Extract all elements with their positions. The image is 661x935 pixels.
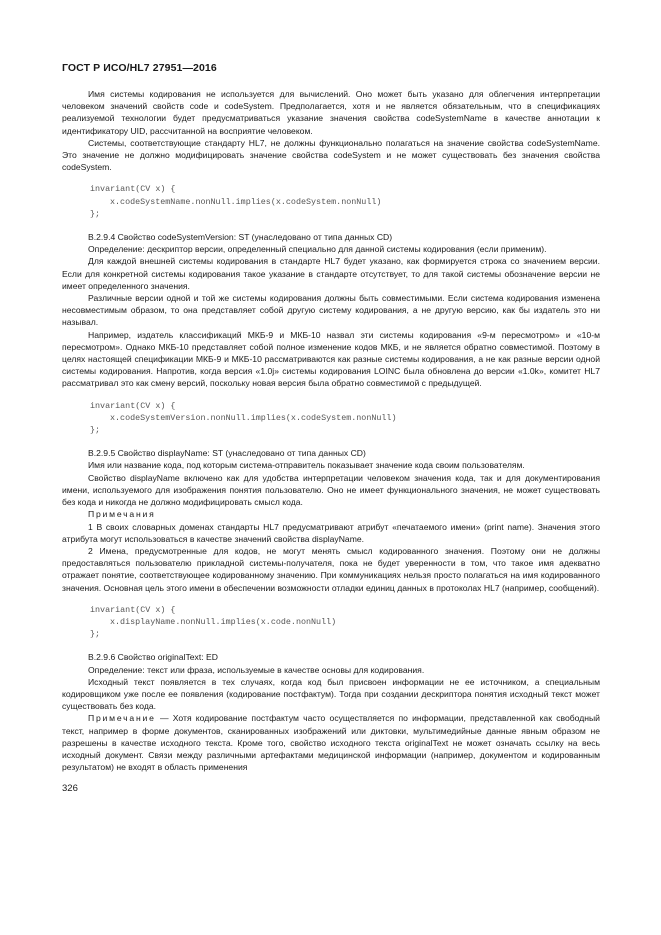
- code-block: [90, 604, 600, 641]
- code-block: [90, 183, 600, 220]
- section-heading: В.2.9.5 Свойство displayName: ST (унаследовано от типа данных CD): [88, 448, 366, 459]
- paragraph: Например, издатель классификаций МКБ-9 и МКБ-10 назвал эти системы кодирования «9-м пересмотром» и «10-м пересмотром». Однако МКБ-10 представляет собой полное изменение кодов МКБ, и не является обратно совместимой. Поэтому в целях настоящей спецификации МКБ-9 и МКБ-10 рассматриваются как разные системы кодирования, а не как разные версии одной системы кодирования. Напротив, когда версия «1.0j» системы кодирования LOINC была обновлена до версии «1.0k», комитет HL7 рассматривал это как смену версий, поскольку новая версия была обратно совместимой с предыдущей.: [62, 329, 600, 389]
- paragraph: Системы, соответствующие стандарту HL7, не должны функционально полагаться на значение свойства codeSystemName. Это значение не должно модифицировать значение свойства codeSystem и не может существовать без значения свойства codeSystem.: [62, 137, 600, 173]
- code-line: invariant(CV x) {: [90, 184, 176, 195]
- paragraph: Определение: текст или фраза, используемые в качестве основы для кодирования.: [88, 664, 425, 675]
- note-paragraph: 2 Имена, предусмотренные для кодов, не могут менять смысл кодированного значения. Поэтому они не должны предоставляться пользователю прикладной системы-получателя, пока не будет уверенности в том, что такое имя адекватно отражает понятие, соответствующее кодированному значению. При коммуникациях нельзя просто полагаться на имя кодированного значения. Основная цель этого имени в обеспечении возможности отладки единиц данных в протоколах HL7 (например, сообщений).: [62, 545, 600, 593]
- note-paragraph: 1 В своих словарных доменах стандарты HL7 предусматривают атрибут «печатаемого имени» (print name). Значения этого атрибута могут использоваться в качестве значений свойства displayName.: [62, 521, 600, 544]
- code-line: };: [90, 629, 101, 640]
- paragraph: Исходный текст появляется в тех случаях, когда код был присвоен информации не ее источником, а специальным кодировщиком уже после ее появления (кодирование постфактум). Тогда при создании дескриптора понятия исходный текст может существовать без кода.: [62, 676, 600, 712]
- paragraph: Имя или название кода, под которым система-отправитель показывает значение кода своим пользователям.: [88, 460, 525, 471]
- paragraph: Различные версии одной и той же системы кодирования должны быть совместимыми. Если система кодирования изменена несовместимым образом, то она представляет собой другую систему кодирования, а не другую версию, как бы издатель это ни называл.: [62, 293, 600, 328]
- page-number: 326: [62, 783, 78, 795]
- code-block: [90, 400, 600, 437]
- code-line: x.codeSystemVersion.nonNull.implies(x.codeSystem.nonNull): [110, 412, 397, 423]
- paragraph: Имя системы кодирования не используется для вычислений. Оно может быть указано для облегчения интерпретации человеком значений свойств code и codeSystem. Предполагается, хотя и не является обязательным, что в спецификациях реализуемой технологии будет предусматриваться указание значения свойства codeSystemName в качестве аннотации к идентификатору UID, рассчитанной на восприятие человеком.: [62, 89, 600, 136]
- note-text: — Хотя кодирование постфактум часто осуществляется по информации, представленной как свободный текст, например в форме документов, сканированных изображений или диктовки, мультимедийные данные явным образом не разрешены в качестве исходного текста. Кроме того, свойство исходного текста originalText не может означать ссылку на весь исходный документ. Связи между различными артефактами медицинской информации (например, документом и кодированным результатом) не входят в область применения: [62, 713, 600, 773]
- document-page: [62, 62, 600, 794]
- note-paragraph: [62, 712, 600, 773]
- code-line: x.displayName.nonNull.implies(x.code.nonNull): [110, 616, 337, 627]
- paragraph: Определение: дескриптор версии, определенный специально для данной системы кодирования (если применим).: [88, 244, 547, 255]
- code-line: invariant(CV x) {: [90, 400, 176, 411]
- paragraph: Для каждой внешней системы кодирования в стандарте HL7 будет указано, как формируется строка со значением версии. Если для конкретной системы кодирования такое указание в стандарте отсутствует, то для такой системы обозначение версии не имеет определенного значения.: [62, 256, 600, 291]
- paragraph: Свойство displayName включено как для удобства интерпретации человеком значения кода, так и для документирования имени, используемого для изображения понятия пользователю. Оно не имеет функционального значения, не может существовать без кода и никогда не должно модифицировать смысл кода.: [62, 472, 600, 508]
- section-heading: В.2.9.4 Свойство codeSystemVersion: ST (унаследовано от типа данных CD): [88, 232, 393, 243]
- section-heading: В.2.9.6 Свойство originalText: ED: [88, 652, 218, 663]
- notes-heading: Примечания: [88, 509, 156, 520]
- standard-header: ГОСТ Р ИСО/HL7 27951—2016: [62, 62, 217, 74]
- code-line: };: [90, 208, 101, 219]
- code-line: invariant(CV x) {: [90, 604, 176, 615]
- code-line: };: [90, 425, 101, 436]
- note-label: Примечание: [88, 713, 156, 724]
- code-line: x.codeSystemName.nonNull.implies(x.codeSystem.nonNull): [110, 196, 382, 207]
